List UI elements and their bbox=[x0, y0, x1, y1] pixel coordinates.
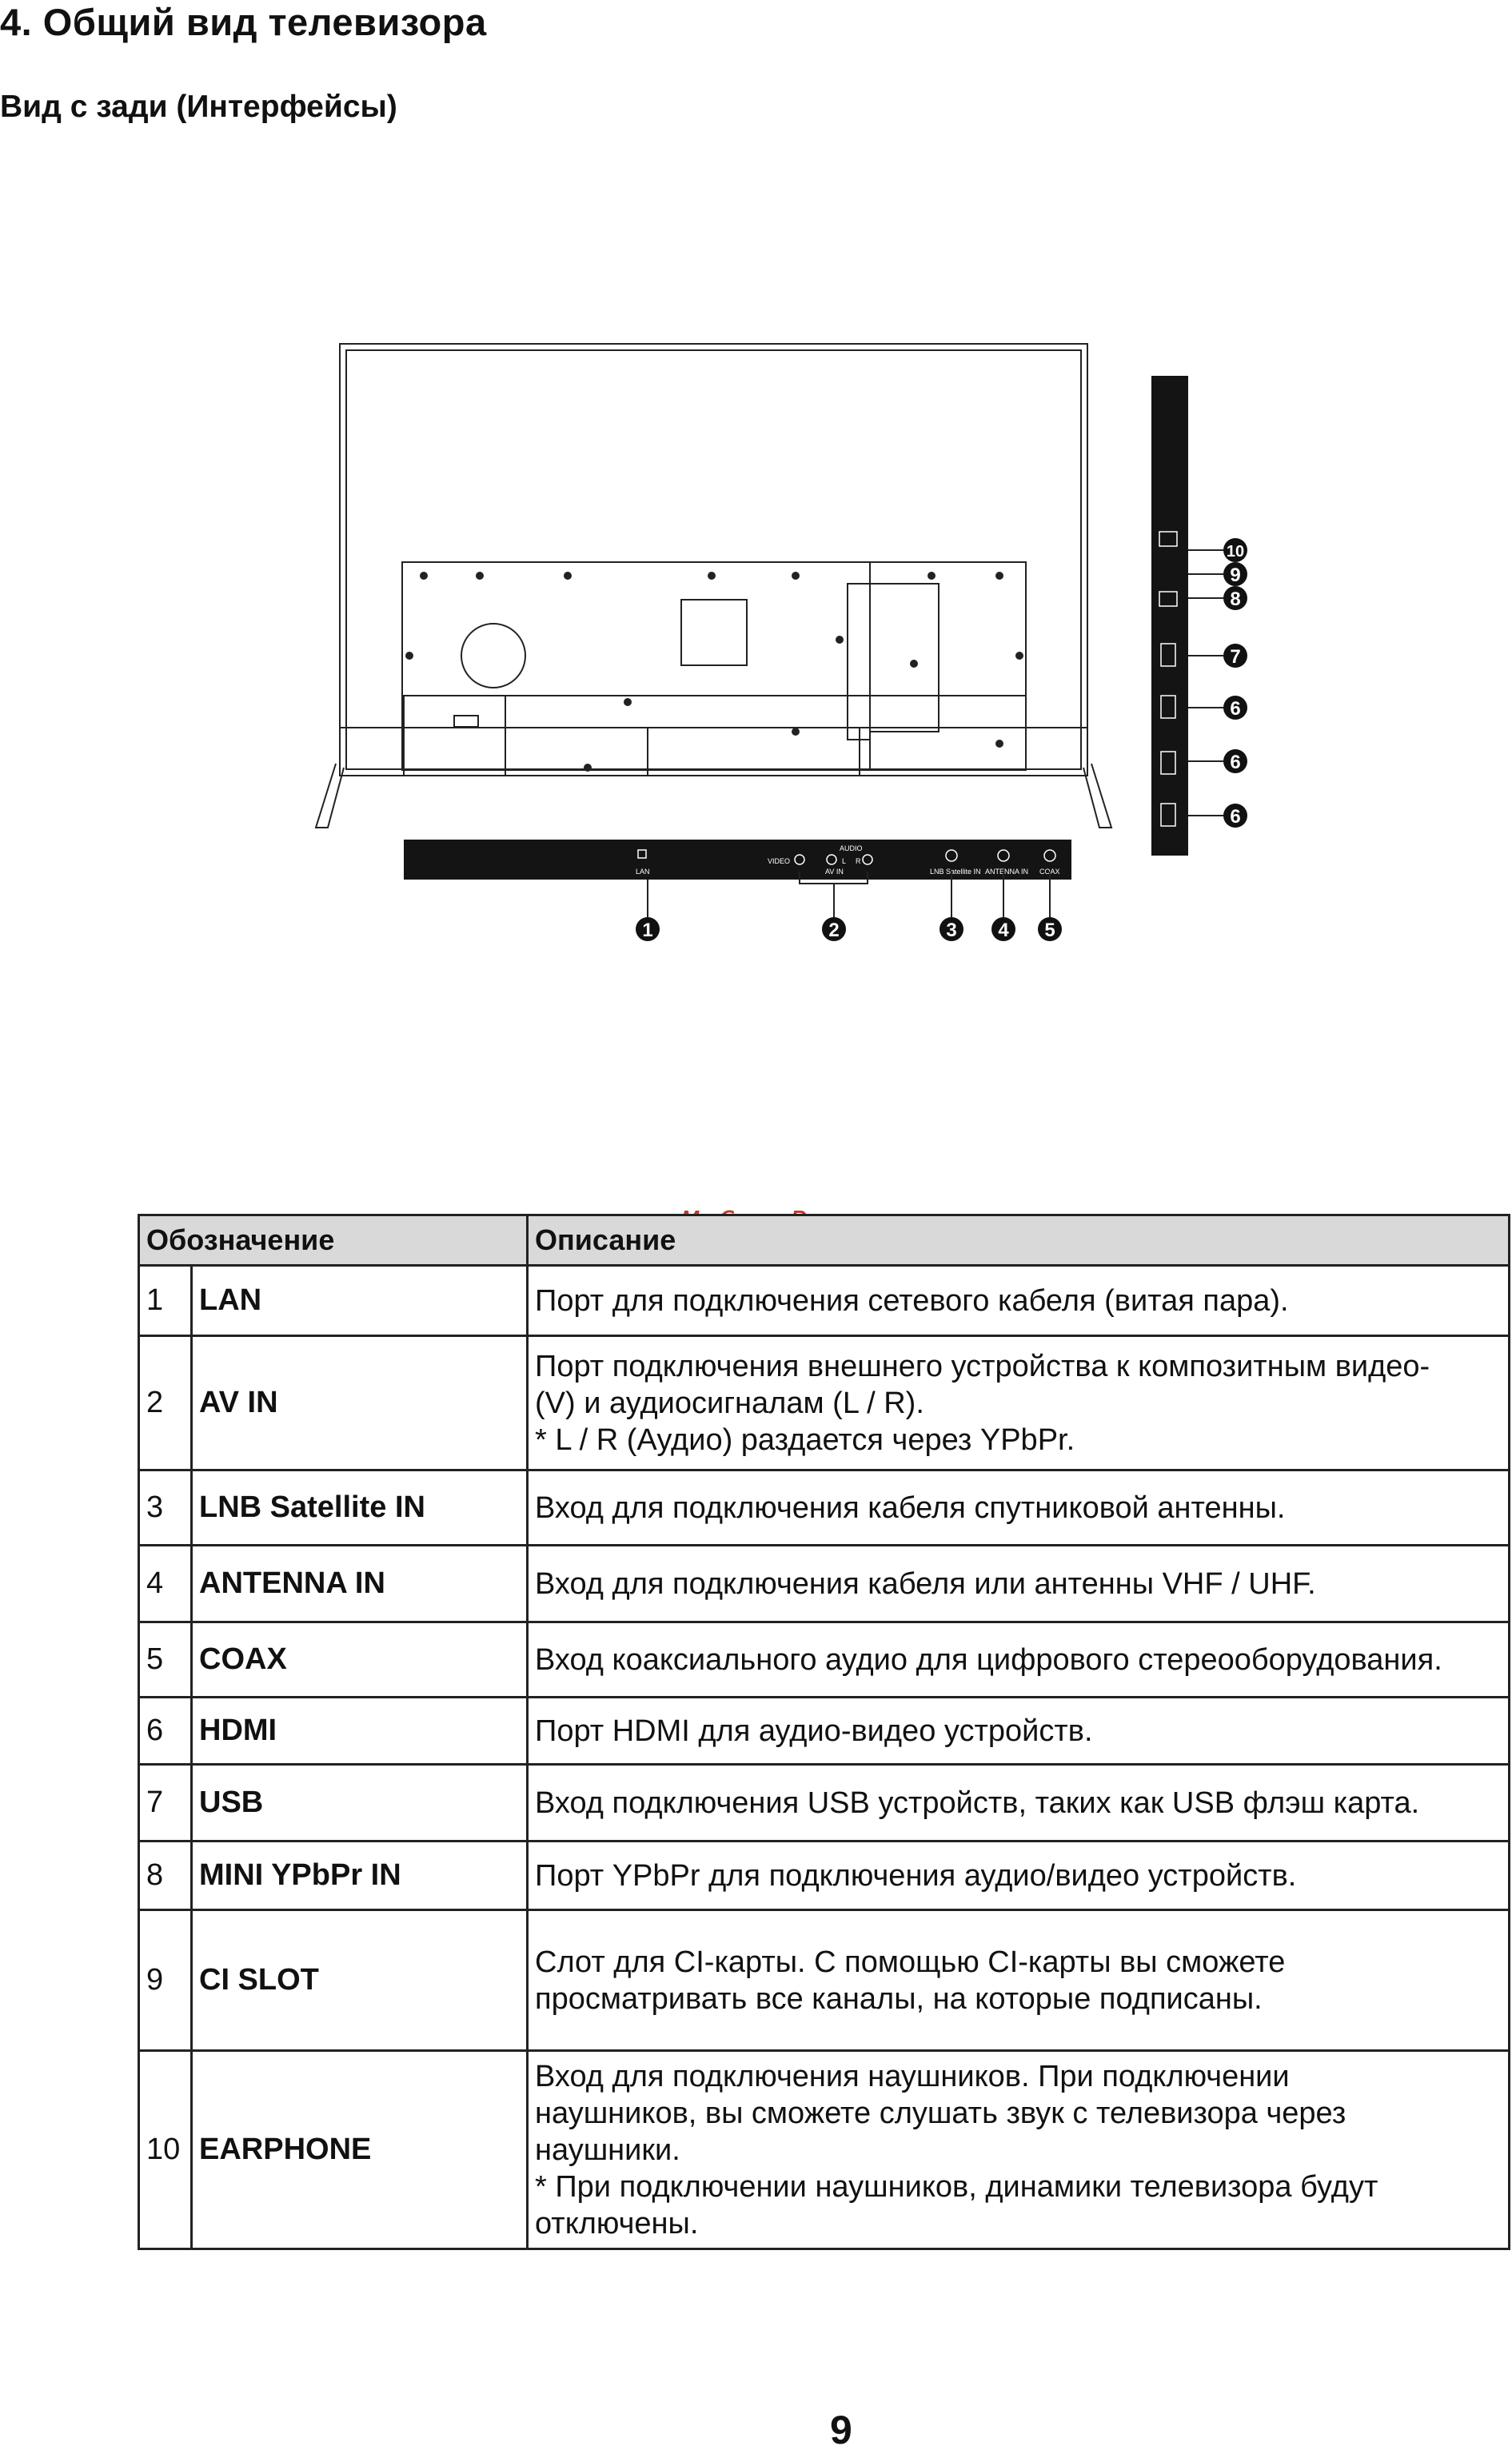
lan-port-label: LAN bbox=[636, 868, 650, 876]
tv-rear-diagram bbox=[0, 0, 1512, 1039]
description-line: Вход для подключения кабеля или антенны VHF / UHF. bbox=[535, 1566, 1316, 1601]
table-row bbox=[139, 2051, 1510, 2249]
coax-port-label: COAX bbox=[1039, 868, 1060, 876]
row-term: USB bbox=[192, 1765, 528, 1841]
description-line: Вход для подключения наушников. При подключении bbox=[535, 2059, 1290, 2093]
row-description bbox=[528, 1546, 1510, 1622]
description-line: Порт HDMI для аудио-видео устройств. bbox=[535, 1714, 1093, 1748]
table-row bbox=[139, 1622, 1510, 1698]
interfaces-table bbox=[138, 1214, 1510, 2250]
av-in-label: AV IN bbox=[825, 868, 844, 876]
description-line: Порт для подключения сетевого кабеля (витая пара). bbox=[535, 1283, 1289, 1318]
row-number: 7 bbox=[139, 1765, 192, 1841]
callout-2 bbox=[822, 917, 846, 941]
callout-6c bbox=[1223, 696, 1247, 720]
bottom-port-strip bbox=[404, 840, 1071, 880]
description-line: наушники. bbox=[535, 2133, 680, 2167]
table-row bbox=[139, 1910, 1510, 2051]
table-row bbox=[139, 1765, 1510, 1841]
description-line: отключены. bbox=[535, 2206, 699, 2241]
row-number: 3 bbox=[139, 1470, 192, 1546]
video-port-label: VIDEO bbox=[768, 857, 791, 865]
svg-text:3: 3 bbox=[946, 920, 957, 941]
row-number: 10 bbox=[139, 2051, 192, 2249]
callout-4 bbox=[991, 917, 1015, 941]
row-number: 6 bbox=[139, 1698, 192, 1765]
description-line: наушников, вы сможете слушать звук с телевизора через bbox=[535, 2096, 1346, 2130]
callout-10 bbox=[1223, 538, 1247, 562]
row-number: 5 bbox=[139, 1622, 192, 1698]
row-description bbox=[528, 1698, 1510, 1765]
callout-9 bbox=[1223, 562, 1247, 586]
table-row bbox=[139, 1841, 1510, 1910]
description-line: Вход подключения USB устройств, таких как USB флэш карта. bbox=[535, 1786, 1420, 1820]
description-line: * При подключении наушников, динамики телевизора будут bbox=[535, 2169, 1378, 2204]
callout-7 bbox=[1223, 644, 1247, 668]
callout-6b bbox=[1223, 749, 1247, 773]
svg-text:5: 5 bbox=[1044, 920, 1055, 941]
callout-8 bbox=[1223, 586, 1247, 610]
svg-text:6: 6 bbox=[1230, 698, 1241, 720]
table-row bbox=[139, 1546, 1510, 1622]
row-number: 1 bbox=[139, 1266, 192, 1336]
row-description bbox=[528, 1910, 1510, 2051]
section-subheading: Вид с зади (Интерфейсы) bbox=[0, 90, 397, 124]
svg-text:6: 6 bbox=[1230, 752, 1241, 773]
svg-text:8: 8 bbox=[1230, 589, 1241, 610]
svg-text:10: 10 bbox=[1226, 543, 1245, 561]
callout-3 bbox=[940, 917, 963, 941]
row-term: COAX bbox=[192, 1622, 528, 1698]
table-row bbox=[139, 1266, 1510, 1336]
page-heading: 4. Общий вид телевизора bbox=[0, 1, 487, 43]
row-term: ANTENNA IN bbox=[192, 1546, 528, 1622]
page-number: 9 bbox=[830, 2408, 852, 2452]
row-term: EARPHONE bbox=[192, 2051, 528, 2249]
svg-text:6: 6 bbox=[1230, 806, 1241, 828]
description-line: * L / R (Аудио) раздается через YPbPr. bbox=[535, 1423, 1075, 1457]
row-term: CI SLOT bbox=[192, 1910, 528, 2051]
table-row bbox=[139, 1336, 1510, 1470]
table-header-row bbox=[139, 1215, 1510, 1266]
row-description bbox=[528, 1622, 1510, 1698]
row-number: 9 bbox=[139, 1910, 192, 2051]
row-term: MINI YPbPr IN bbox=[192, 1841, 528, 1910]
svg-text:9: 9 bbox=[1230, 565, 1241, 586]
lnb-port-label: LNB Satellite IN bbox=[930, 868, 981, 876]
svg-text:4: 4 bbox=[998, 920, 1009, 941]
row-description bbox=[528, 1841, 1510, 1910]
description-line: Порт YPbPr для подключения аудио/видео устройств. bbox=[535, 1858, 1297, 1893]
description-line: Вход коаксиального аудио для цифрового стереооборудования. bbox=[535, 1642, 1442, 1677]
header-designation: Обозначение bbox=[139, 1215, 528, 1266]
description-line: Слот для CI-карты. С помощью CI-карты вы сможете bbox=[535, 1945, 1286, 1979]
svg-text:1: 1 bbox=[642, 920, 653, 941]
row-description bbox=[528, 1765, 1510, 1841]
row-description bbox=[528, 2051, 1510, 2249]
callout-1 bbox=[636, 917, 660, 941]
description-line: Вход для подключения кабеля спутниковой антенны. bbox=[535, 1490, 1286, 1525]
callout-6a bbox=[1223, 804, 1247, 828]
row-number: 8 bbox=[139, 1841, 192, 1910]
svg-text:2: 2 bbox=[828, 920, 840, 941]
side-port-strip bbox=[1151, 376, 1188, 856]
row-description bbox=[528, 1266, 1510, 1336]
tv-back-panel bbox=[316, 344, 1111, 828]
row-term: AV IN bbox=[192, 1336, 528, 1470]
svg-text:7: 7 bbox=[1230, 646, 1241, 668]
row-number: 2 bbox=[139, 1336, 192, 1470]
description-line: Порт подключения внешнего устройства к композитным видео- bbox=[535, 1349, 1430, 1383]
audio-port-label: AUDIO bbox=[840, 844, 863, 852]
audio-l-label: L bbox=[842, 857, 847, 865]
antenna-port-label: ANTENNA IN bbox=[985, 868, 1029, 876]
row-term: LAN bbox=[192, 1266, 528, 1336]
table-row bbox=[139, 1698, 1510, 1765]
row-description bbox=[528, 1470, 1510, 1546]
table-row bbox=[139, 1470, 1510, 1546]
description-line: (V) и аудиосигналам (L / R). bbox=[535, 1386, 924, 1420]
row-description bbox=[528, 1336, 1510, 1470]
header-description: Описание bbox=[528, 1215, 1510, 1266]
description-line: просматривать все каналы, на которые подписаны. bbox=[535, 1981, 1263, 2016]
row-term: HDMI bbox=[192, 1698, 528, 1765]
callout-5 bbox=[1038, 917, 1062, 941]
audio-r-label: R bbox=[856, 857, 861, 865]
row-term: LNB Satellite IN bbox=[192, 1470, 528, 1546]
row-number: 4 bbox=[139, 1546, 192, 1622]
